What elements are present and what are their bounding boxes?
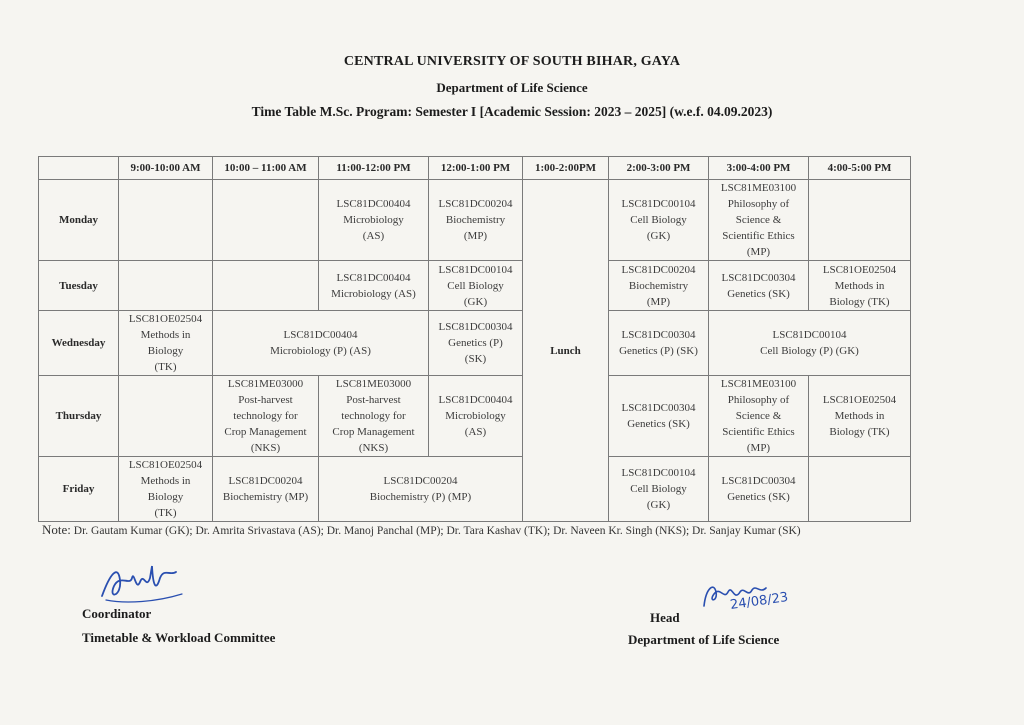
class-cell — [119, 311, 213, 376]
course-detail: Methods in — [140, 329, 191, 341]
col-header: 10:00 – 11:00 AM — [213, 157, 319, 180]
course-detail: Philosophy of — [727, 198, 790, 210]
course-code: LSC81OE02504 — [128, 459, 203, 471]
row-wednesday — [39, 311, 911, 376]
empty-cell — [213, 261, 319, 311]
class-cell — [319, 457, 523, 522]
class-cell — [709, 180, 809, 261]
course-code: LSC81DC00304 — [721, 271, 796, 284]
course-detail: Genetics (P) — [448, 337, 503, 349]
course-detail: Science & — [735, 410, 782, 422]
course-detail: Crop Management — [224, 426, 307, 438]
day-label: Monday — [39, 180, 119, 261]
course-code: LSC81ME03100 — [720, 378, 797, 390]
class-cell — [609, 457, 709, 522]
course-detail: Genetics (SK) — [727, 491, 790, 503]
course-detail: Science & — [735, 214, 782, 226]
empty-cell — [809, 457, 911, 522]
class-cell — [429, 180, 523, 261]
note-label: Note: — [42, 522, 71, 537]
col-header: 9:00-10:00 AM — [119, 157, 213, 180]
course-detail: (MP) — [746, 442, 771, 454]
course-detail: (AS) — [464, 426, 487, 438]
course-detail: Scientific Ethics — [722, 426, 795, 438]
course-code: LSC81DC00404 — [283, 329, 358, 341]
course-detail: technology for — [341, 410, 406, 422]
course-detail: (SK) — [464, 353, 487, 365]
course-detail: Methods in — [834, 410, 885, 422]
class-cell — [609, 180, 709, 261]
head-department: Department of Life Science — [628, 632, 780, 647]
class-cell — [809, 376, 911, 457]
course-code: LSC81ME03000 — [335, 378, 412, 390]
class-cell — [213, 311, 429, 376]
course-code: LSC81DC00404 — [336, 198, 411, 210]
row-tuesday — [39, 261, 911, 311]
course-detail: Post-harvest — [346, 394, 401, 406]
course-code: LSC81OE02504 — [128, 313, 203, 325]
course-detail: Cell Biology — [630, 483, 687, 495]
col-header: 1:00-2:00PM — [523, 157, 609, 180]
lunch-cell: Lunch — [523, 180, 609, 522]
course-detail: (GK) — [463, 295, 488, 308]
class-cell — [213, 457, 319, 522]
course-detail: Biology (TK) — [829, 295, 890, 308]
course-code: LSC81OE02504 — [822, 394, 897, 406]
class-cell — [709, 261, 809, 311]
head-title: Head — [650, 610, 680, 625]
course-detail: technology for — [233, 410, 298, 422]
course-code: LSC81DC00204 — [383, 475, 458, 487]
course-code: LSC81OE02504 — [822, 263, 897, 276]
course-detail: Microbiology (P) (AS) — [270, 345, 371, 357]
course-detail: Biology — [147, 491, 184, 503]
course-detail: Methods in — [834, 279, 885, 292]
class-cell — [213, 376, 319, 457]
course-detail: Genetics (SK) — [627, 418, 690, 430]
class-cell — [319, 261, 429, 311]
course-code: LSC81DC00204 — [621, 263, 696, 276]
course-code: LSC81DC00404 — [336, 271, 411, 284]
course-code: LSC81DC00304 — [438, 321, 513, 333]
timetable — [38, 156, 911, 522]
course-code: LSC81DC00104 — [772, 329, 847, 341]
course-detail: Cell Biology — [630, 214, 687, 226]
class-cell — [429, 376, 523, 457]
col-header: 12:00-1:00 PM — [429, 157, 523, 180]
course-detail: (MP) — [746, 246, 771, 258]
course-code: LSC81ME03000 — [227, 378, 304, 390]
course-code: LSC81DC00204 — [438, 198, 513, 210]
course-detail: Philosophy of — [727, 394, 790, 406]
course-detail: Biochemistry (MP) — [222, 491, 309, 503]
course-detail: Microbiology — [343, 214, 404, 226]
header-row — [39, 157, 911, 180]
faculty-note — [42, 522, 801, 538]
course-code: LSC81DC00104 — [621, 467, 696, 479]
coordinator-committee: Timetable & Workload Committee — [82, 630, 276, 645]
class-cell — [429, 261, 523, 311]
course-detail: (MP) — [646, 295, 671, 308]
empty-cell — [119, 261, 213, 311]
course-code: LSC81DC00104 — [621, 198, 696, 210]
day-label: Tuesday — [39, 261, 119, 311]
day-label: Friday — [39, 457, 119, 522]
course-code: LSC81DC00404 — [438, 394, 513, 406]
coordinator-signature — [96, 556, 188, 608]
timetable-title: Time Table M.Sc. Program: Semester I [Academic Session: 2023 – 2025] (w.e.f. 04.09.2023) — [251, 104, 773, 119]
course-detail: (MP) — [463, 230, 488, 242]
class-cell — [609, 376, 709, 457]
empty-cell — [119, 376, 213, 457]
head-signature-date: 24/08/23 — [729, 590, 790, 613]
note-text: Dr. Gautam Kumar (GK); Dr. Amrita Srivastava (AS); Dr. Manoj Panchal (MP); Dr. Tara Kashav (TK); Dr. Naveen Kr. Singh (NKS); Dr. Sanjay Kumar (SK) — [73, 525, 801, 537]
class-cell — [119, 457, 213, 522]
course-detail: Methods in — [140, 475, 191, 487]
col-header: 3:00-4:00 PM — [709, 157, 809, 180]
corner-cell — [39, 157, 119, 180]
course-detail: Microbiology (AS) — [331, 287, 416, 300]
row-friday — [39, 457, 911, 522]
course-code: LSC81DC00304 — [721, 475, 796, 487]
university-name: CENTRAL UNIVERSITY OF SOUTH BIHAR, GAYA — [343, 54, 681, 69]
class-cell — [709, 376, 809, 457]
course-detail: Biochemistry (P) (MP) — [369, 491, 472, 503]
col-header: 2:00-3:00 PM — [609, 157, 709, 180]
class-cell — [609, 261, 709, 311]
course-detail: Microbiology — [445, 410, 506, 422]
course-detail: (GK) — [646, 230, 671, 242]
course-detail: (AS) — [362, 230, 385, 242]
course-detail: (NKS) — [250, 442, 281, 454]
course-detail: (GK) — [646, 499, 671, 511]
course-code: LSC81DC00104 — [438, 263, 513, 276]
class-cell — [319, 376, 429, 457]
course-code: LSC81DC00304 — [621, 329, 696, 341]
col-header: 11:00-12:00 PM — [319, 157, 429, 180]
course-detail: Biochemistry — [445, 214, 506, 226]
course-detail: Genetics (P) (SK) — [619, 345, 698, 357]
empty-cell — [809, 180, 911, 261]
course-detail: Biology — [147, 345, 184, 357]
course-detail: Cell Biology (P) (GK) — [760, 345, 859, 357]
course-detail: Genetics (SK) — [727, 287, 790, 300]
course-code: LSC81DC00304 — [621, 402, 696, 414]
course-detail: Biology (TK) — [829, 426, 890, 438]
class-cell — [609, 311, 709, 376]
row-monday — [39, 180, 911, 261]
course-detail: Biochemistry — [628, 279, 689, 292]
col-header: 4:00-5:00 PM — [809, 157, 911, 180]
coordinator-title: Coordinator — [82, 606, 152, 621]
row-thursday — [39, 376, 911, 457]
course-detail: Cell Biology — [447, 279, 504, 292]
department-name: Department of Life Science — [436, 80, 588, 95]
course-code: LSC81ME03100 — [720, 182, 797, 194]
day-label: Wednesday — [39, 311, 119, 376]
day-label: Thursday — [39, 376, 119, 457]
course-detail: Post-harvest — [238, 394, 293, 406]
course-detail: (NKS) — [358, 442, 389, 454]
course-code: LSC81DC00204 — [228, 475, 303, 487]
class-cell — [429, 311, 523, 376]
empty-cell — [119, 180, 213, 261]
empty-cell — [213, 180, 319, 261]
class-cell — [709, 311, 911, 376]
course-detail: (TK) — [154, 361, 177, 373]
class-cell — [809, 261, 911, 311]
class-cell — [709, 457, 809, 522]
class-cell — [319, 180, 429, 261]
course-detail: Crop Management — [332, 426, 415, 438]
course-detail: Scientific Ethics — [722, 230, 795, 242]
course-detail: (TK) — [154, 507, 177, 519]
